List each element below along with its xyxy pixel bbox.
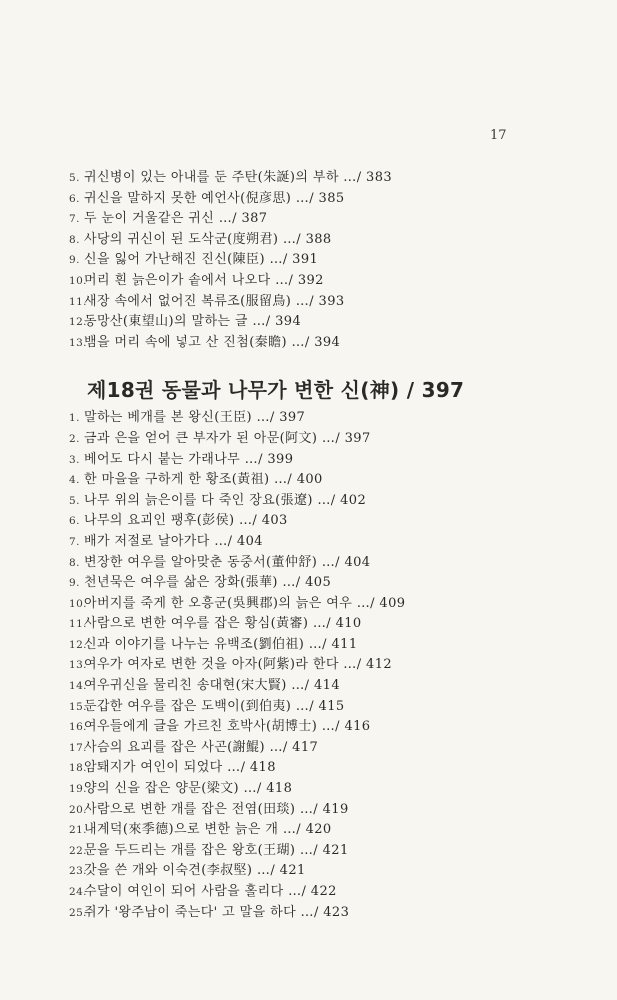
entry-number: 8.: [69, 556, 80, 569]
entry-title: 갓을 쓴 개와 이숙견(李叔堅) …/ 421: [84, 863, 306, 879]
entry-number: 8.: [69, 233, 80, 246]
toc-entry: [69, 250, 569, 271]
entry-title: 배가 저절로 날아가다 …/ 404: [84, 533, 263, 549]
toc-entry: [69, 903, 569, 924]
entry-number: 15.: [69, 700, 87, 713]
entry-number: 4.: [69, 474, 80, 487]
entry-title: 말하는 베개를 본 왕신(王臣) …/ 397: [84, 410, 306, 426]
entry-number: 10.: [69, 597, 87, 610]
toc-entry: [69, 271, 569, 292]
entry-number: 12.: [69, 638, 87, 651]
toc-entry: [69, 491, 569, 512]
table-of-contents: [69, 168, 569, 923]
entry-title: 새장 속에서 없어진 복류조(服留鳥) …/ 393: [84, 293, 345, 309]
entry-number: 7.: [69, 535, 80, 548]
toc-entry: [69, 312, 569, 333]
entry-title: 내계덕(來季德)으로 변한 늙은 개 …/ 420: [84, 822, 332, 838]
toc-entry: [69, 553, 569, 574]
toc-entry: [69, 408, 569, 429]
entry-number: 25.: [69, 906, 87, 919]
section-title: 제18권 동물과 나무가 변한 신(神) / 397: [87, 378, 465, 403]
entry-title: 여우귀신을 물리친 송대현(宋大賢) …/ 414: [84, 678, 341, 694]
entry-number: 7.: [69, 213, 80, 226]
entry-number: 9.: [69, 254, 80, 267]
entry-title: 사당의 귀신이 된 도삭군(度朔君) …/ 388: [84, 231, 332, 247]
toc-entry: [69, 594, 569, 615]
entry-title: 귀신병이 있는 아내를 둔 주탄(朱誕)의 부하 …/ 383: [84, 170, 393, 185]
entry-number: 6.: [69, 515, 80, 528]
previous-section-entries: [69, 168, 569, 353]
toc-entry: [69, 573, 569, 594]
entry-title: 양의 신을 잡은 양문(梁文) …/ 418: [84, 781, 293, 797]
entry-number: 13.: [69, 659, 87, 672]
entry-title: 두 눈이 거울같은 귀신 …/ 387: [84, 211, 268, 227]
page-number: 17: [490, 128, 507, 143]
entry-number: 21.: [69, 824, 87, 837]
entry-title: 아버지를 죽게 한 오흥군(吳興郡)의 늙은 여우 …/ 409: [84, 595, 406, 611]
entry-title: 암퇘지가 여인이 되었다 …/ 418: [84, 760, 276, 776]
entry-number: 5.: [69, 172, 80, 184]
toc-entry: [69, 717, 569, 738]
entry-title: 사람으로 변한 개를 잡은 전염(田琰) …/ 419: [84, 801, 349, 817]
entry-number: 17.: [69, 741, 87, 754]
entry-title: 동망산(東望山)의 말하는 글 …/ 394: [84, 314, 302, 330]
toc-entry: [69, 429, 569, 450]
entry-title: 귀신을 말하지 못한 예언사(倪彦思) …/ 385: [84, 190, 345, 206]
entry-number: 10.: [69, 274, 87, 287]
entry-title: 한 마을을 구하게 한 황조(黃祖) …/ 400: [84, 472, 323, 488]
toc-entry: [69, 470, 569, 491]
entry-number: 22.: [69, 844, 87, 857]
entry-number: 6.: [69, 192, 80, 205]
entry-number: 1.: [69, 412, 80, 425]
toc-entry: [69, 738, 569, 759]
toc-entry: [69, 758, 569, 779]
entry-title: 천년묵은 여우를 삶은 장화(張華) …/ 405: [84, 575, 332, 591]
toc-entry: [69, 333, 569, 354]
entry-number: 11.: [69, 295, 87, 308]
entry-title: 신과 이야기를 나누는 유백조(劉伯祖) …/ 411: [84, 636, 358, 652]
entry-title: 변장한 여우를 알아맞춘 동중서(董仲舒) …/ 404: [84, 554, 371, 570]
entry-title: 베어도 다시 붙는 가래나무 …/ 399: [84, 451, 294, 467]
toc-entry: [69, 779, 569, 800]
entry-title: 여우가 여자로 변한 것을 아자(阿紫)라 한다 …/ 412: [84, 657, 393, 673]
entry-number: 13.: [69, 336, 87, 349]
toc-entry: [69, 532, 569, 553]
toc-entry: [69, 635, 569, 656]
entry-title: 문을 두드리는 개를 잡은 왕호(王瑚) …/ 421: [84, 842, 349, 858]
entry-number: 9.: [69, 577, 80, 590]
entry-number: 20.: [69, 803, 87, 816]
entry-title: 머리 흰 늙은이가 솥에서 나오다 …/ 392: [84, 272, 324, 288]
toc-entry: [69, 292, 569, 313]
toc-entry: [69, 209, 569, 230]
entry-title: 둔갑한 여우를 잡은 도백이(到伯夷) …/ 415: [84, 698, 345, 714]
entry-number: 19.: [69, 783, 87, 796]
toc-entry: [69, 614, 569, 635]
entry-title: 사슴의 요괴를 잡은 사곤(謝鯤) …/ 417: [84, 739, 319, 755]
entry-title: 수달이 여인이 되어 사람을 홀리다 …/ 422: [84, 884, 337, 899]
toc-entry: [69, 861, 569, 882]
entry-number: 16.: [69, 721, 87, 734]
section-18-entries: [69, 408, 569, 923]
toc-entry: [69, 511, 569, 532]
toc-entry: [69, 841, 569, 862]
toc-entry: [69, 655, 569, 676]
entry-number: 2.: [69, 432, 80, 445]
entry-title: 사람으로 변한 여우를 잡은 황심(黃審) …/ 410: [84, 616, 362, 632]
toc-entry: [69, 230, 569, 251]
entry-title: 금과 은을 얻어 큰 부자가 된 아문(阿文) …/ 397: [84, 430, 371, 446]
entry-title: 나무의 요괴인 팽후(彭侯) …/ 403: [84, 513, 288, 529]
entry-number: 11.: [69, 618, 87, 631]
toc-entry: [69, 697, 569, 718]
entry-title: 나무 위의 늙은이를 다 죽인 장요(張遼) …/ 402: [84, 492, 367, 508]
toc-entry: [69, 168, 569, 189]
entry-number: 5.: [69, 494, 80, 507]
toc-entry: [69, 676, 569, 697]
entry-number: 14.: [69, 680, 87, 693]
entry-title: 뱀을 머리 속에 넣고 산 진첨(秦瞻) …/ 394: [84, 334, 341, 350]
toc-entry: [69, 800, 569, 821]
toc-entry: [69, 189, 569, 210]
entry-number: 23.: [69, 865, 87, 878]
entry-number: 24.: [69, 886, 87, 898]
entry-title: 여우들에게 글을 가르친 호박사(胡博士) …/ 416: [84, 719, 371, 735]
entry-title: 쥐가 '왕주남이 죽는다' 고 말을 하다 …/ 423: [84, 904, 350, 920]
toc-entry: [69, 882, 569, 903]
toc-entry: [69, 450, 569, 471]
entry-number: 12.: [69, 316, 87, 329]
entry-title: 신을 잃어 가난해진 진신(陳臣) …/ 391: [84, 252, 319, 268]
entry-number: 3.: [69, 453, 80, 466]
toc-entry: [69, 820, 569, 841]
entry-number: 18.: [69, 762, 87, 775]
